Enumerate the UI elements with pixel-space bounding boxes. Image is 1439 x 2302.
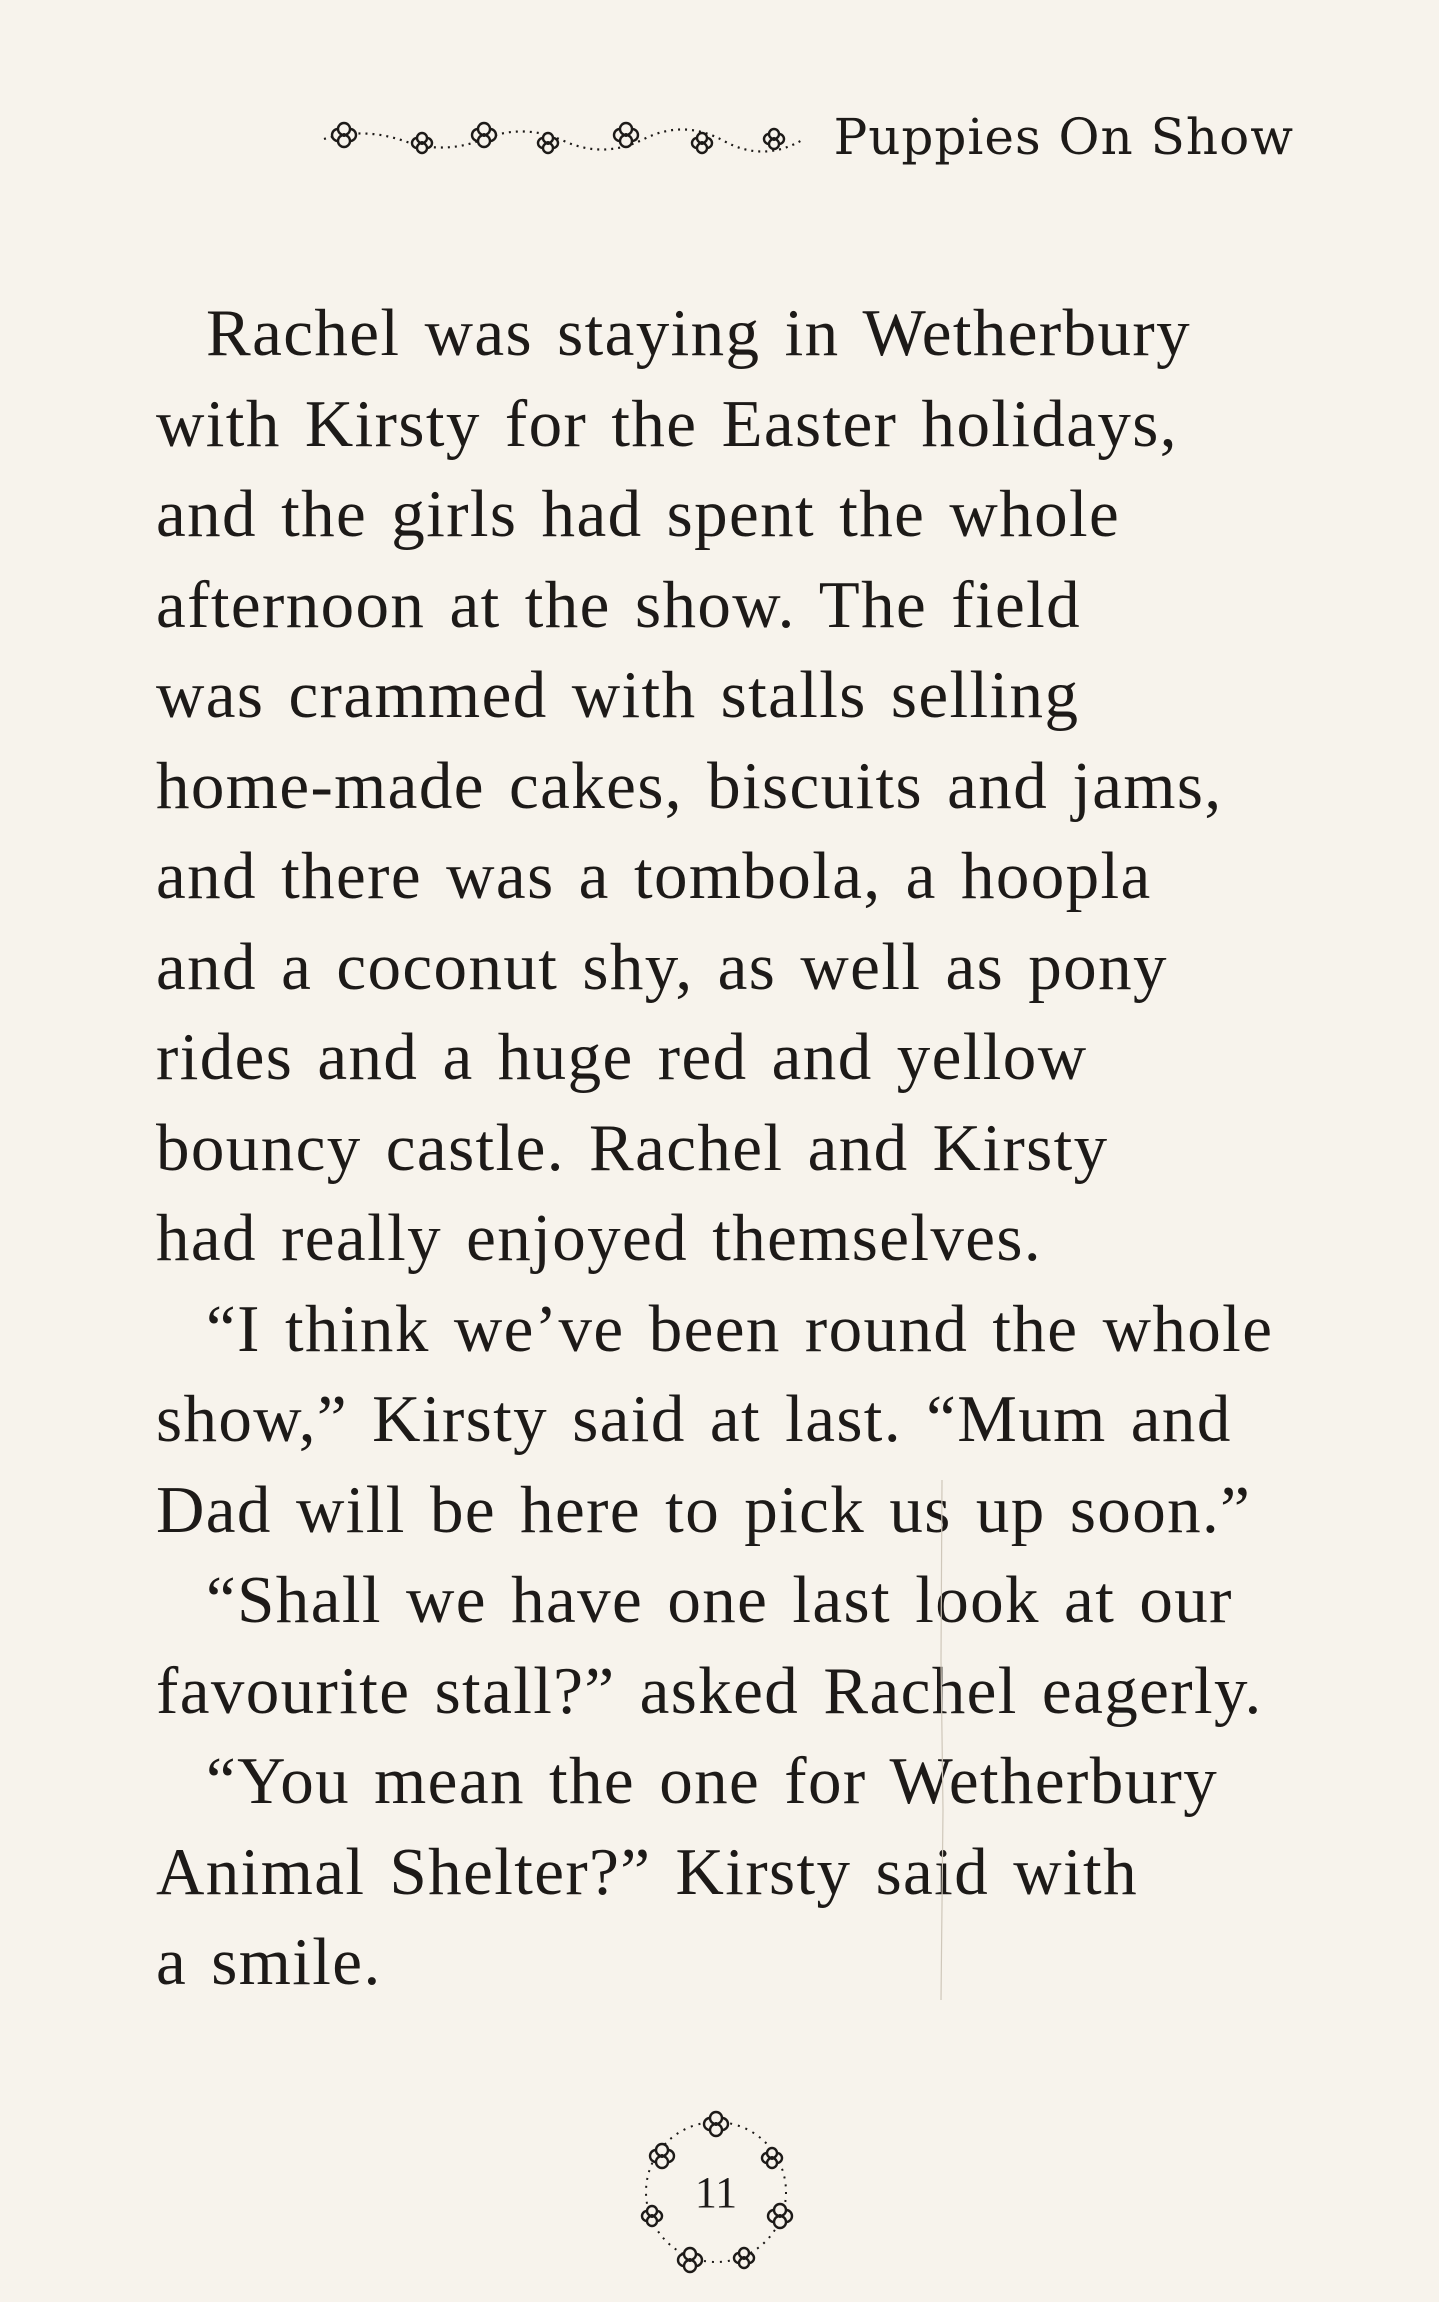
text-line: “I think we’ve been round the whole xyxy=(206,1291,1274,1366)
text-line: had really enjoyed themselves. xyxy=(156,1201,1043,1275)
text-line: favourite stall?” asked Rachel eagerly. xyxy=(156,1653,1263,1728)
text-line: bouncy castle. Rachel and Kirsty xyxy=(156,1110,1109,1185)
text-line: Dad will be here to pick us up soon.” xyxy=(156,1472,1252,1547)
text-line: “Shall we have one last look at our xyxy=(206,1563,1233,1637)
text-line: afternoon at the show. The field xyxy=(156,567,1082,642)
running-header xyxy=(304,108,1294,166)
text-line: and the girls had spent the whole xyxy=(156,477,1121,551)
body-paragraphs xyxy=(156,288,1306,2008)
flower-chain-ornament-icon xyxy=(304,117,824,157)
text-line: was crammed with stalls selling xyxy=(156,658,1080,732)
text-line: home-made cakes, biscuits and jams, xyxy=(156,748,1223,823)
text-line: Animal Shelter?” Kirsty said with xyxy=(156,1834,1138,1909)
page-number: 11 xyxy=(694,2167,738,2217)
text-line: rides and a huge red and yellow xyxy=(156,1020,1088,1094)
page-footer xyxy=(622,2098,810,2286)
text-line: and there was a tombola, a hoopla xyxy=(156,839,1152,913)
paper-crease xyxy=(940,1480,944,2000)
text-line: Rachel was staying in Wetherbury xyxy=(206,296,1192,370)
text-line: with Kirsty for the Easter holidays, xyxy=(156,386,1178,461)
text-line: show,” Kirsty said at last. “Mum and xyxy=(156,1382,1232,1456)
running-header-title: Puppies On Show xyxy=(833,108,1294,166)
text-line: a smile. xyxy=(156,1925,382,1999)
text-line: “You mean the one for Wetherbury xyxy=(206,1744,1219,1818)
text-line: and a coconut shy, as well as pony xyxy=(156,929,1168,1004)
